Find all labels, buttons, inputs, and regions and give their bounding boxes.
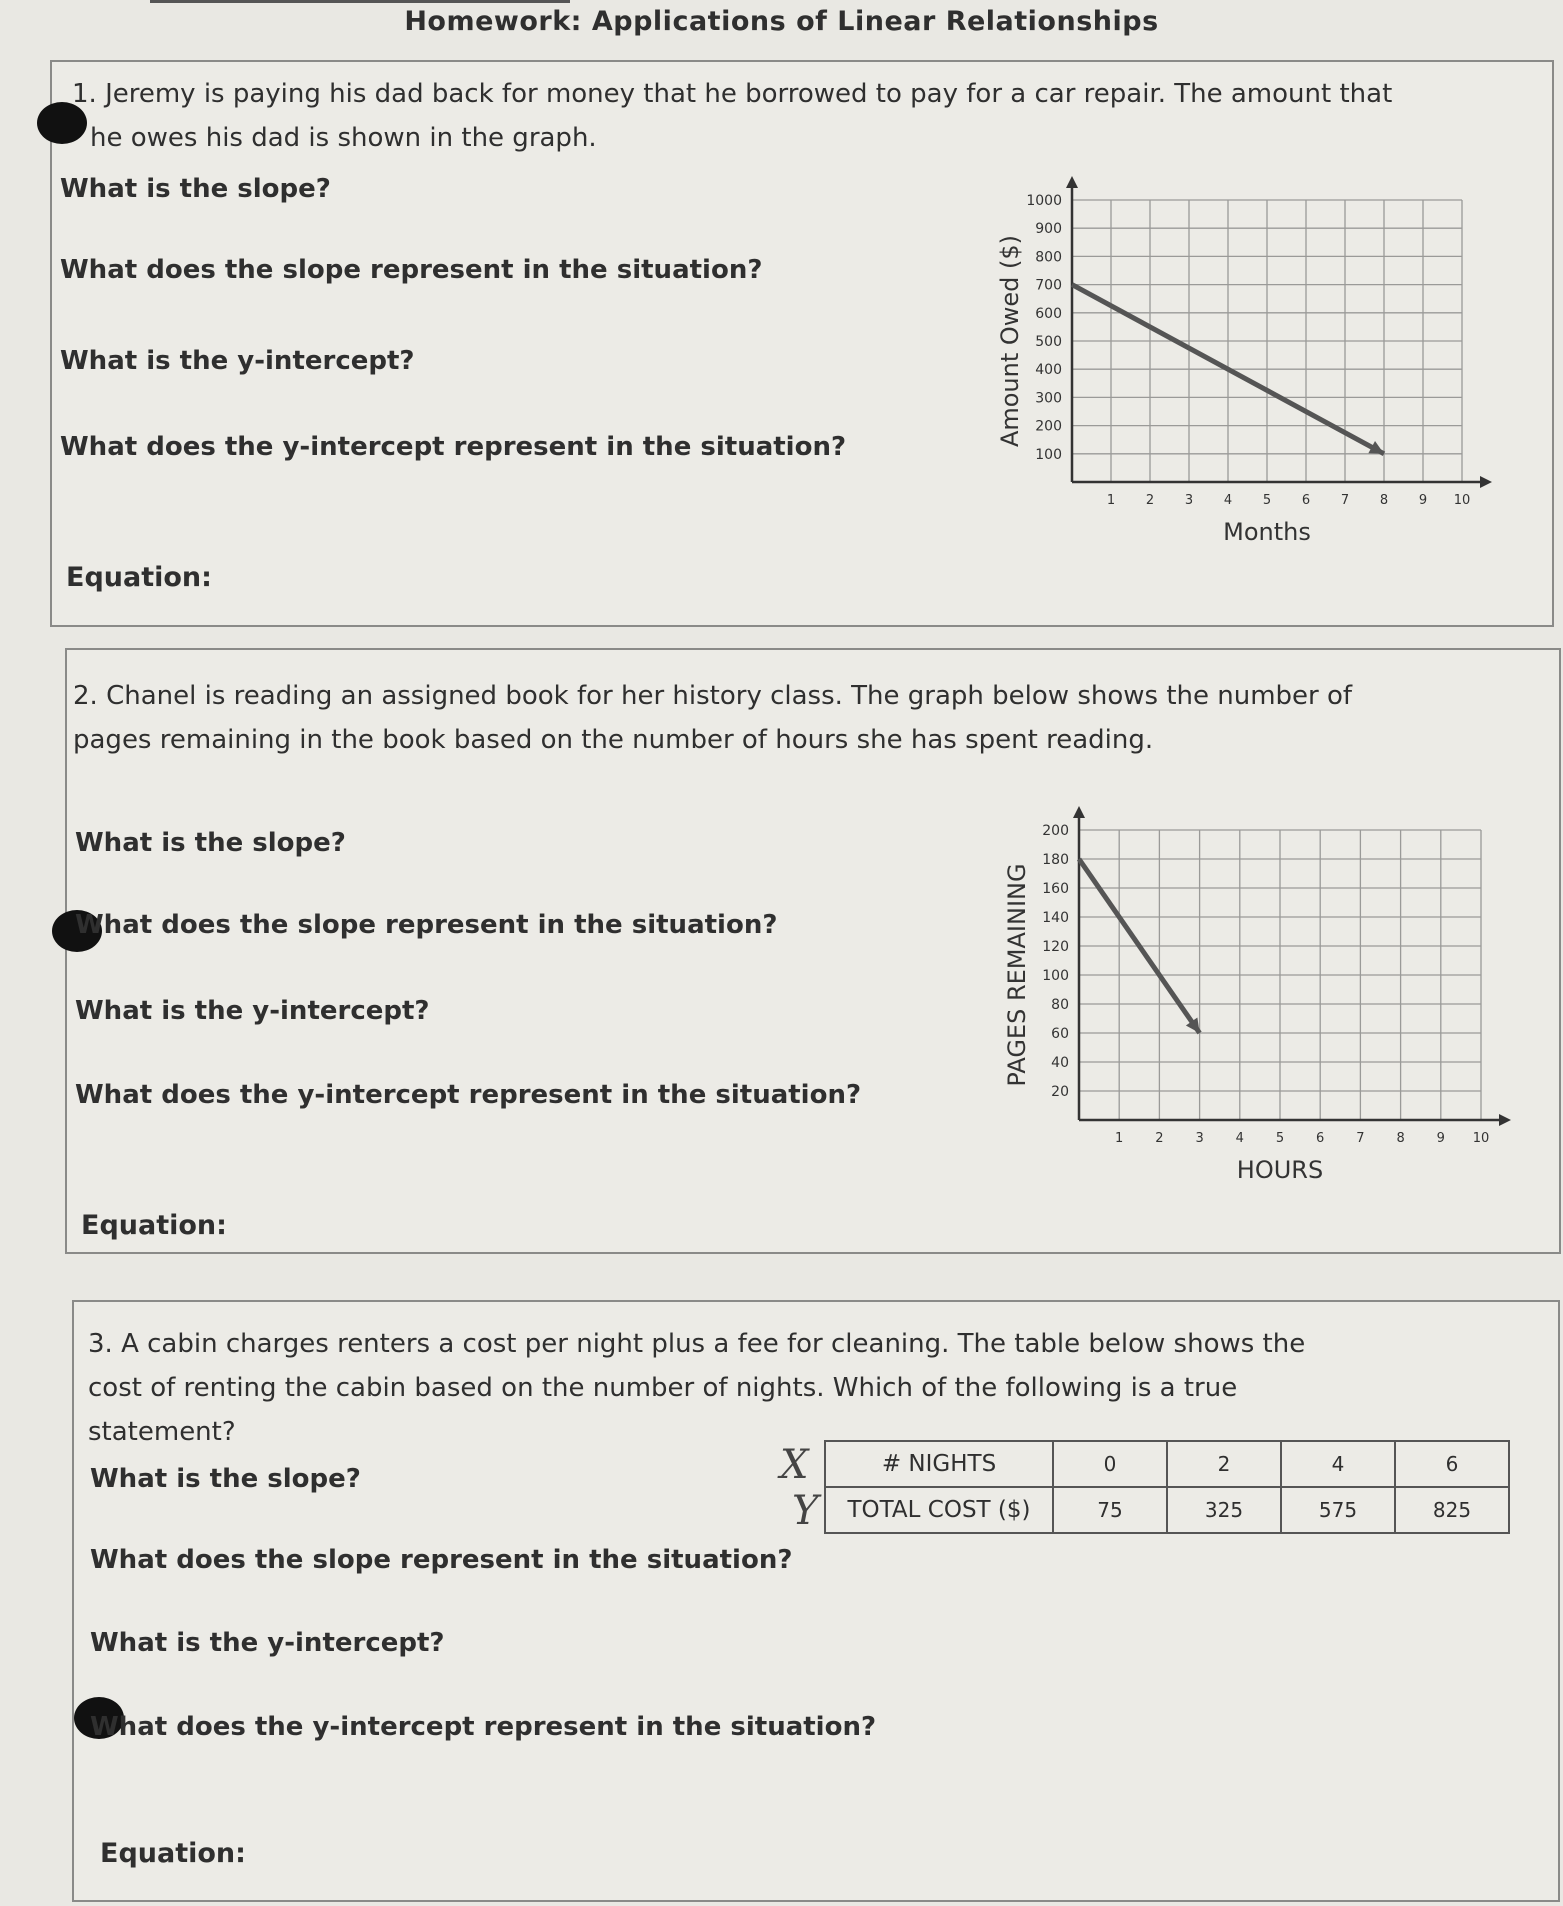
prompt-line: statement?	[88, 1417, 236, 1447]
y-axis-label: Amount Owed ($)	[996, 234, 1024, 448]
x-tick-label: 7	[1356, 1131, 1365, 1146]
table-row-header: TOTAL COST ($)	[825, 1487, 1053, 1533]
y-tick-label: 200	[1042, 823, 1069, 839]
y-tick-label: 80	[1051, 997, 1069, 1013]
table-cell: 825	[1395, 1487, 1509, 1533]
chart-pages-remaining	[997, 800, 1517, 1220]
prompt-line: he owes his dad is shown in the graph.	[90, 123, 597, 153]
x-axis-label: Months	[1223, 518, 1311, 546]
prompt-line: 1. Jeremy is paying his dad back for money that he borrowed to pay for a car repair. The amount that	[72, 79, 1393, 109]
x-tick-label: 2	[1155, 1131, 1164, 1146]
x-tick-label: 5	[1275, 1131, 1285, 1146]
x-tick-label: 3	[1184, 493, 1194, 508]
table-row	[825, 1487, 1509, 1533]
y-tick-label: 60	[1051, 1026, 1069, 1042]
table-cell: 325	[1167, 1487, 1281, 1533]
equation-label: Equation:	[100, 1838, 246, 1869]
x-axis-label: HOURS	[1236, 1156, 1324, 1184]
x-tick-label: 1	[1115, 1131, 1124, 1146]
table-cell: 0	[1053, 1441, 1167, 1487]
y-tick-label: 180	[1042, 852, 1069, 868]
x-tick-label: 8	[1379, 493, 1389, 508]
x-tick-label: 10	[1453, 493, 1471, 508]
x-tick-label: 2	[1145, 493, 1155, 508]
x-tick-label: 3	[1195, 1131, 1204, 1146]
top-edge-line	[150, 0, 570, 3]
table-cell: 6	[1395, 1441, 1509, 1487]
y-tick-label: 120	[1042, 939, 1069, 955]
slope-meaning-question: What does the slope represent in the situation?	[60, 255, 763, 285]
slope-question: What is the slope?	[75, 828, 346, 858]
slope-question: What is the slope?	[60, 174, 331, 204]
problem-1-box	[50, 60, 1554, 627]
y-tick-label: 40	[1051, 1055, 1069, 1071]
x-tick-label: 5	[1262, 493, 1272, 508]
y-tick-label: 1000	[1026, 193, 1062, 209]
y-tick-label: 140	[1042, 910, 1069, 926]
x-axis-arrow	[1480, 476, 1492, 488]
y-tick-label: 200	[1035, 418, 1062, 435]
problem-3-box	[72, 1300, 1560, 1902]
page-title: Homework: Applications of Linear Relationships	[404, 6, 1159, 37]
x-tick-label: 9	[1418, 493, 1428, 508]
intercept-question: What is the y-intercept?	[60, 346, 415, 376]
prompt-line: 2. Chanel is reading an assigned book for her history class. The graph below shows the number of	[73, 681, 1353, 711]
intercept-meaning-question: What does the y-intercept represent in the situation?	[60, 432, 847, 462]
x-tick-label: 6	[1301, 493, 1311, 508]
problem-1-prompt	[72, 72, 1542, 160]
table-row-header: # NIGHTS	[825, 1441, 1053, 1487]
intercept-question: What is the y-intercept?	[75, 996, 430, 1026]
equation-label: Equation:	[81, 1210, 227, 1241]
x-axis-arrow	[1499, 1114, 1511, 1126]
x-tick-label: 7	[1340, 493, 1350, 508]
y-tick-label: 600	[1035, 305, 1062, 322]
equation-label: Equation:	[66, 562, 212, 593]
table-cell: 75	[1053, 1487, 1167, 1533]
slope-meaning-question: What does the slope represent in the situation?	[75, 910, 778, 940]
cabin-cost-table	[824, 1440, 1510, 1534]
y-axis-label: PAGES REMAINING	[1003, 863, 1031, 1087]
x-tick-label: 9	[1436, 1131, 1445, 1146]
x-tick-label: 4	[1223, 493, 1233, 508]
y-tick-label: 300	[1035, 390, 1062, 407]
intercept-meaning-question: What does the y-intercept represent in the situation?	[90, 1712, 877, 1742]
prompt-line: cost of renting the cabin based on the number of nights. Which of the following is a true	[88, 1373, 1238, 1403]
y-axis-arrow	[1073, 806, 1085, 818]
y-tick-label: 800	[1035, 249, 1062, 266]
x-tick-label: 6	[1316, 1131, 1325, 1146]
prompt-line: 3. A cabin charges renters a cost per night plus a fee for cleaning. The table below shows the	[88, 1329, 1306, 1359]
chart-amount-owed	[982, 152, 1502, 582]
y-tick-label: 160	[1042, 881, 1069, 897]
problem-2-box	[65, 648, 1561, 1254]
y-tick-label: 400	[1035, 362, 1062, 379]
table-cell: 575	[1281, 1487, 1395, 1533]
x-tick-label: 1	[1106, 493, 1116, 508]
problem-2-prompt	[73, 674, 1553, 762]
x-tick-label: 4	[1235, 1131, 1244, 1146]
table-row	[825, 1441, 1509, 1487]
y-variable-mark: Y	[792, 1488, 819, 1534]
intercept-question: What is the y-intercept?	[90, 1628, 445, 1658]
x-tick-label: 10	[1472, 1131, 1490, 1146]
table-cell: 4	[1281, 1441, 1395, 1487]
y-tick-label: 500	[1035, 334, 1062, 350]
table-cell: 2	[1167, 1441, 1281, 1487]
y-tick-label: 100	[1035, 446, 1062, 463]
x-variable-mark: X	[780, 1442, 809, 1488]
slope-meaning-question: What does the slope represent in the situation?	[90, 1545, 793, 1575]
problem-3-prompt	[88, 1322, 1548, 1454]
y-axis-arrow	[1066, 176, 1078, 188]
y-tick-label: 700	[1035, 277, 1062, 294]
prompt-line: pages remaining in the book based on the number of hours she has spent reading.	[73, 725, 1154, 755]
x-tick-label: 8	[1396, 1131, 1405, 1146]
y-tick-label: 20	[1051, 1084, 1069, 1100]
y-tick-label: 900	[1035, 221, 1062, 238]
slope-question: What is the slope?	[90, 1464, 361, 1494]
y-tick-label: 100	[1042, 968, 1069, 984]
intercept-meaning-question: What does the y-intercept represent in the situation?	[75, 1080, 862, 1110]
